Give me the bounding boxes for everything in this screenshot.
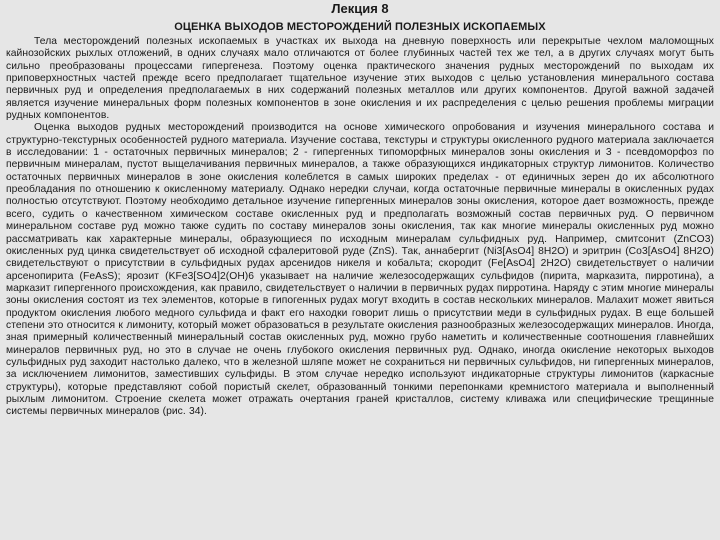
paragraph-assessment: Оценка выходов рудных месторождений производится на основе химического опробования и изучения минерального состава и структурно-текстурных особенностей рудного материала. Изучение состава, текстуры и структуры окисленного рудного материала заключается в исследовании: 1 - остаточных первичных минералов; 2 - гипергенных типоморфных минералов зоны окисления и 3 - псевдоморфоз по первичным минералам, пустот выщелачивания первичных минералов, а также образующихся индикаторных структур лимонитов. Количество остаточных первичных минералов в зоне окисления колеблется в самых широких пределах - от единичных зерен до их абсолютного преобладания по отношению к окисленному материалу. Однако нередки случаи, когда остаточные первичные минералы в окисленных рудах полностью отсутствуют. Поэтому необходимо детальное изучение гипергенных минералов зоны окисления, которое дает возможность, прежде всего, судить о качественном химическом составе окисленных руд и предполагать возможный состав первичных руд. О первичном минеральном составе руд можно также судить по составу минералов зоны окисления, так как многие минералы окисленных руд можно рассматривать как характерные минералы, образующиеся по исходным минералам сульфидных руд. Например, смитсонит (ZnCO3) окисленных руд цинка свидетельствует об исходной сфалеритовой руде (ZnS). Так, аннабергит (Ni3[AsO4] 8H2O) и эритрин (Co3[AsO4] 8H2O) свидетельствуют о присутствии в сульфидных рудах арсенидов никеля и кобальта; скородит (Fe[AsO4] 2H2O) свидетельствует о наличии арсенопирита (FeAsS); ярозит (KFe3[SO4]2(OH)6 указывает на наличие железосодержащих сульфидов (пирита, марказита, пирротина), а марказит гипергенного происхождения, как правило, свидетельствует о наличии в первичных рудах пирротина. Наряду с этим многие минералы зоны окисления состоят из тех элементов, которые в гипогенных рудах могут входить в состав нескольких минералов. Малахит может явиться продуктом окисления любого медного сульфида и факт его находки говорит лишь о присутствии меди в сульфидных рудах. В еще большей степени это относится к лимониту, который может образоваться в результате окисления разнообразных железосодержащих минералов. Иногда, зная примерный количественный минеральный состав окисленных руд, можно грубо наметить и количественные соотношения главнейших минералов первичных руд, но это в случае не очень глубокого окисления первичных руд. Однако, иногда окисление некоторых выходов сульфидных руд заходит настолько далеко, что в железной шляпе может не сохраниться ни первичных сульфидов, ни гипергенных минералов, за исключением лимонитов, заместивших сульфиды. В этом случае нередко используют индикаторные структуры лимонитов (каркасные структуры), которые представляют собой пористый скелет, образованный тонкими перепонками кремнистого материала и выполненный рыхлым лимонитом. Строение скелета может отражать очертания граней кристаллов, систему кливажа или специфические трещинные системы первичных минералов (рис. 34). xyxy=(6,122,714,418)
page-title: ОЦЕНКА ВЫХОДОВ МЕСТОРОЖДЕНИЙ ПОЛЕЗНЫХ ИСКОПАЕМЫХ xyxy=(174,21,546,33)
lecture-number: Лекция 8 xyxy=(331,1,389,16)
paragraph-intro: Тела месторождений полезных ископаемых в участках их выхода на дневную поверхность или перекрытые чехлом маломощных кайнозойских рыхлых отложений, в одних случаях мало отличаются от более глубинных частей тех же тел, а в других случаях могут быть сильно преобразованы процессами гипергенеза. Поэтому оценка практического значения рудных месторождений по выходам их приповерхностных частей прежде всего предполагает тщательное изучение этих выходов с целью установления минерального состава первичных руд и определения предполагаемых в них содержаний полезных металлов или других компонентов. Другой важной задачей является изучение минеральных форм полезных компонентов в зоне окисления и их распределения с целью решения проблемы миграции рудных компонентов. xyxy=(6,36,714,122)
